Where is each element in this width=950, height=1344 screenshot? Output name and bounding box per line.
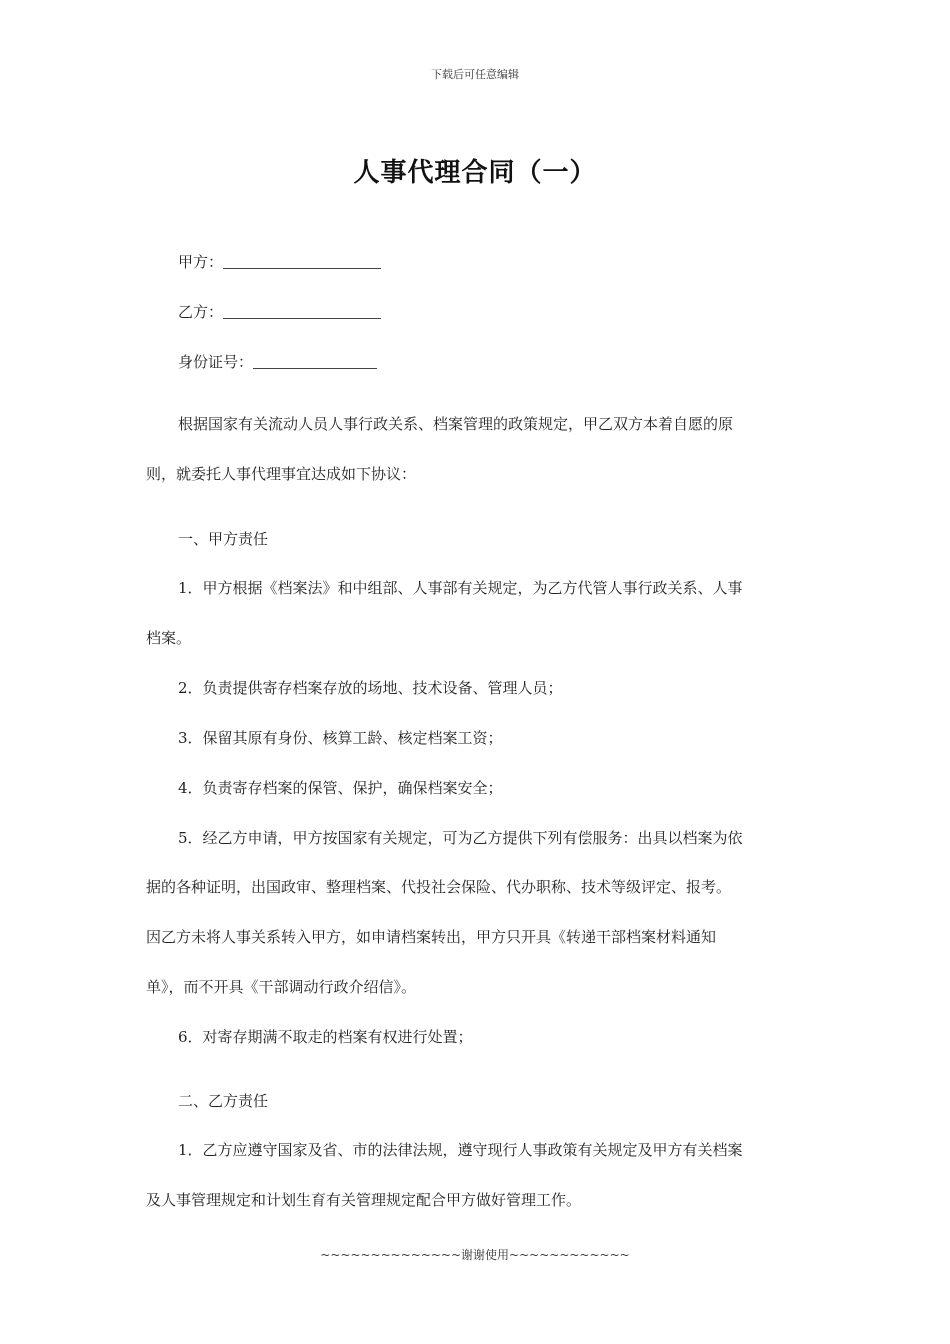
id-number-label: 身份证号： — [178, 353, 254, 371]
intro-line-2: 则，就委托人事代理事宜达成如下协议： — [146, 465, 417, 483]
party-b-blank — [223, 304, 381, 319]
party-b-label: 乙方： — [178, 303, 224, 321]
intro-line-1: 根据国家有关流动人员人事行政关系、档案管理的政策规定，甲乙双方本着自愿的原 — [178, 415, 734, 433]
section-1-item-5-line-1: 5．经乙方申请，甲方按国家有关规定，可为乙方提供下列有偿服务：出具以档案为依 — [178, 829, 743, 847]
section-1-heading: 一、甲方责任 — [178, 530, 269, 548]
section-2-item-1-line-2: 及人事管理规定和计划生育有关管理规定配合甲方做好管理工作。 — [146, 1191, 582, 1209]
section-1-item-1-line-1: 1．甲方根据《档案法》和中组部、人事部有关规定，为乙方代管人事行政关系、人事 — [178, 579, 743, 597]
document-title: 人事代理合同（一） — [353, 158, 597, 188]
section-1-item-6: 6．对寄存期满不取走的档案有权进行处置； — [178, 1028, 473, 1046]
id-number-row — [178, 352, 377, 372]
id-number-blank — [253, 354, 377, 369]
section-1-item-5-line-4: 单》，而不开具《干部调动行政介绍信》。 — [146, 978, 417, 996]
page-footer: ~~~~~~~~~~~~~~谢谢使用~~~~~~~~~~~~ — [320, 1248, 630, 1262]
section-1-item-2: 2．负责提供寄存档案存放的场地、技术设备、管理人员； — [178, 679, 563, 697]
section-1-item-5-line-3: 因乙方未将人事关系转入甲方，如申请档案转出，甲方只开具《转递干部档案材料通知 — [146, 928, 717, 946]
party-b-row — [178, 302, 381, 322]
section-2-heading: 二、乙方责任 — [178, 1092, 269, 1110]
party-a-blank — [223, 254, 381, 269]
section-1-item-5-line-2: 据的各种证明，出国政审、整理档案、代投社会保险、代办职称、技术等级评定、报考。 — [146, 878, 732, 896]
section-1-item-4: 4．负责寄存档案的保管、保护，确保档案安全； — [178, 779, 503, 797]
party-a-row — [178, 252, 381, 272]
section-1-item-3: 3．保留其原有身份、核算工龄、核定档案工资； — [178, 729, 503, 747]
section-2-item-1-line-1: 1．乙方应遵守国家及省、市的法律法规，遵守现行人事政策有关规定及甲方有关档案 — [178, 1141, 743, 1159]
page-header: 下载后可任意编辑 — [431, 68, 519, 81]
party-a-label: 甲方： — [178, 253, 224, 271]
section-1-item-1-line-2: 档案。 — [146, 629, 192, 647]
